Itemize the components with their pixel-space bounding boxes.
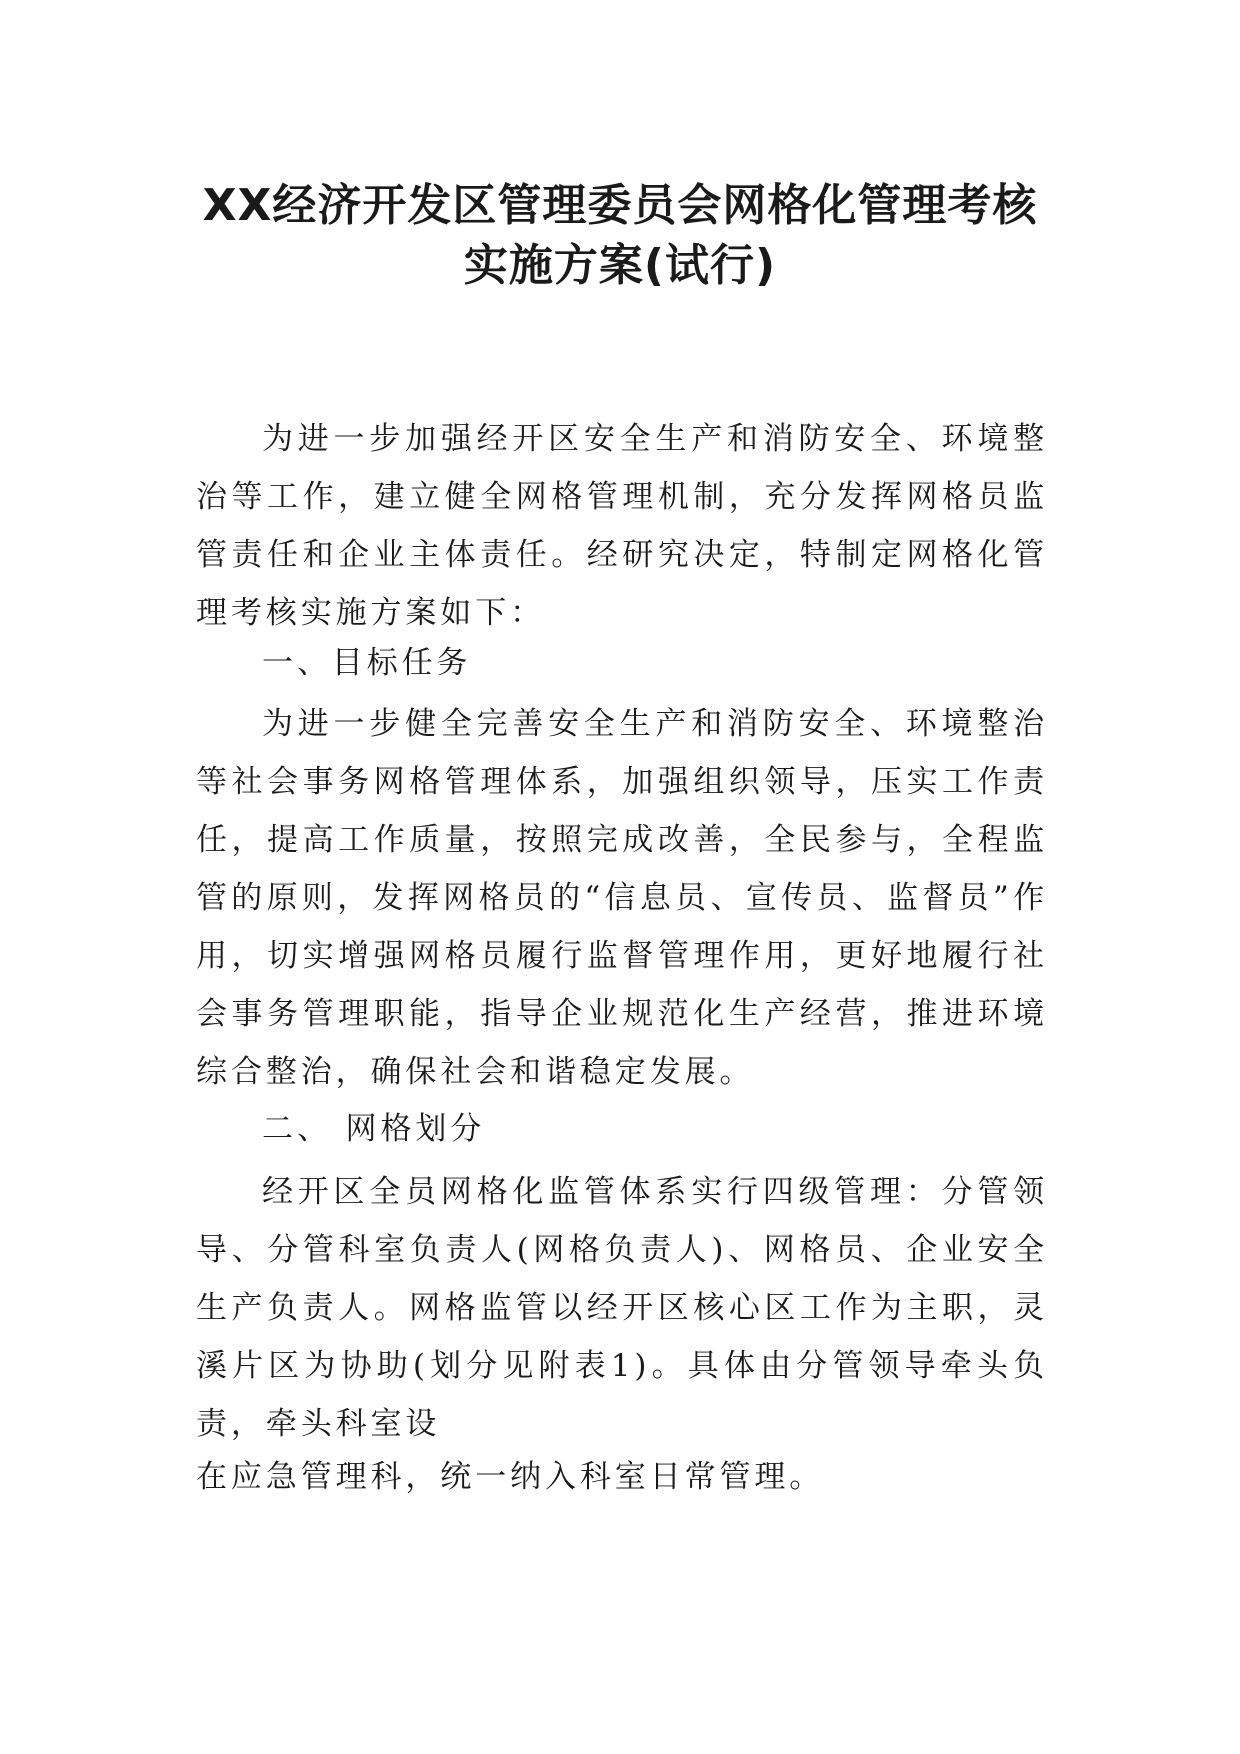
section-2-paragraph: 经开区全员网格化监管体系实行四级管理：分管领导、分管科室负责人(网格负责人)、网格员、企业安全生产负责人。网格监管以经开区核心区工作为主职，灵溪片区为协助(划分见附表1)。具体由分管领导牵头负责，牵头科室设 (196, 1174, 1048, 1442)
section-1-heading: 一、目标任务 (262, 645, 472, 681)
document-title-line-1: XX经济开发区管理委员会网格化管理考核 (202, 180, 1038, 231)
section-1-paragraph: 为进一步健全完善安全生产和消防安全、环境整治等社会事务网格管理体系，加强组织领导，压实工作责任，提高工作质量，按照完成改善，全民参与，全程监管的原则，发挥网格员的“信息员、宣传员、监督员”作用，切实增强网格员履行监督管理作用，更好地履行社会事务管理职能，指导企业规范化生产经营，推进环境综合整治，确保社会和谐稳定发展。 (196, 706, 1048, 1090)
section-2-heading: 二、 网格划分 (262, 1111, 486, 1147)
intro-paragraph: 为进一步加强经开区安全生产和消防安全、环境整治等工作，建立健全网格管理机制，充分发挥网格员监管责任和企业主体责任。经研究决定，特制定网格化管理考核实施方案如下： (196, 421, 1048, 631)
document-title-line-2: 实施方案(试行) (463, 240, 777, 291)
section-2-paragraph-continuation: 在应急管理科，统一纳入科室日常管理。 (196, 1459, 825, 1495)
